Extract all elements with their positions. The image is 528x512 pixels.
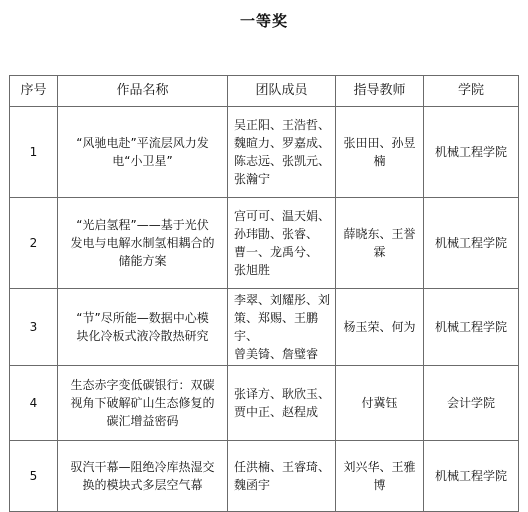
cell-college: 机械工程学院: [424, 198, 519, 289]
cell-members: [228, 198, 336, 289]
cell-title: [58, 289, 228, 366]
table-row: [10, 441, 519, 512]
table-row: [10, 366, 519, 441]
header-no: 序号: [10, 76, 58, 107]
page-title: 一等奖: [239, 12, 288, 30]
team-members: 李翠、刘耀彤、刘 策、郑赐、王鹏宇、 曾美锜、詹璧睿: [234, 293, 331, 361]
header-members: 团队成员: [228, 76, 336, 107]
work-title: “节”尽所能—数据中心模 块化冷板式液冷散热研究: [76, 311, 209, 343]
cell-college: 机械工程学院: [424, 107, 519, 198]
header-advisors: 指导教师: [336, 76, 424, 107]
work-title: 生态赤字变低碳银行：双碳 视角下破解矿山生态修复的 碳汇增益密码: [70, 378, 215, 428]
cell-no: 2: [10, 198, 58, 289]
cell-advisors: 薛晓东、王誉霖: [336, 198, 424, 289]
cell-members: [228, 441, 336, 512]
cell-college: 机械工程学院: [424, 289, 519, 366]
cell-members: [228, 289, 336, 366]
team-members: 吴正阳、王浩哲、 魏暄力、罗嘉成、 陈志远、张凯元、 张瀚宁: [234, 118, 331, 186]
cell-no: 5: [10, 441, 58, 512]
cell-members: [228, 366, 336, 441]
cell-title: [58, 366, 228, 441]
cell-advisors: 杨玉荣、何为: [336, 289, 424, 366]
work-title: 驭汽干幕—阻绝冷库热湿交 换的模块式多层空气幕: [70, 460, 215, 492]
team-members: 宫可可、温天娟、 孙玮勖、张睿、 曹一、龙禹兮、 张旭胜: [234, 209, 331, 277]
work-title: “光启氢程”——基于光伏 发电与电解水制氢相耦合的 储能方案: [70, 218, 215, 268]
cell-title: [58, 198, 228, 289]
table-row: [10, 107, 519, 198]
header-college: 学院: [424, 76, 519, 107]
cell-advisors: 付冀钰: [336, 366, 424, 441]
cell-title: [58, 441, 228, 512]
team-members: 任洪楠、王睿琦、 魏函宇: [234, 460, 331, 492]
cell-title: [58, 107, 228, 198]
table-row: [10, 289, 519, 366]
table-header-row: [10, 76, 519, 107]
cell-no: 3: [10, 289, 58, 366]
cell-advisors: 张田田、孙昱楠: [336, 107, 424, 198]
cell-advisors: 刘兴华、王雅博: [336, 441, 424, 512]
cell-college: 机械工程学院: [424, 441, 519, 512]
table-row: [10, 198, 519, 289]
header-title: 作品名称: [58, 76, 228, 107]
cell-college: 会计学院: [424, 366, 519, 441]
cell-members: [228, 107, 336, 198]
award-table: [9, 75, 519, 512]
work-title: “风驰电赴”平流层风力发 电“小卫星”: [76, 136, 209, 168]
cell-no: 1: [10, 107, 58, 198]
team-members: 张译方、耿欣玉、 贾中正、赵程成: [234, 387, 331, 419]
cell-no: 4: [10, 366, 58, 441]
